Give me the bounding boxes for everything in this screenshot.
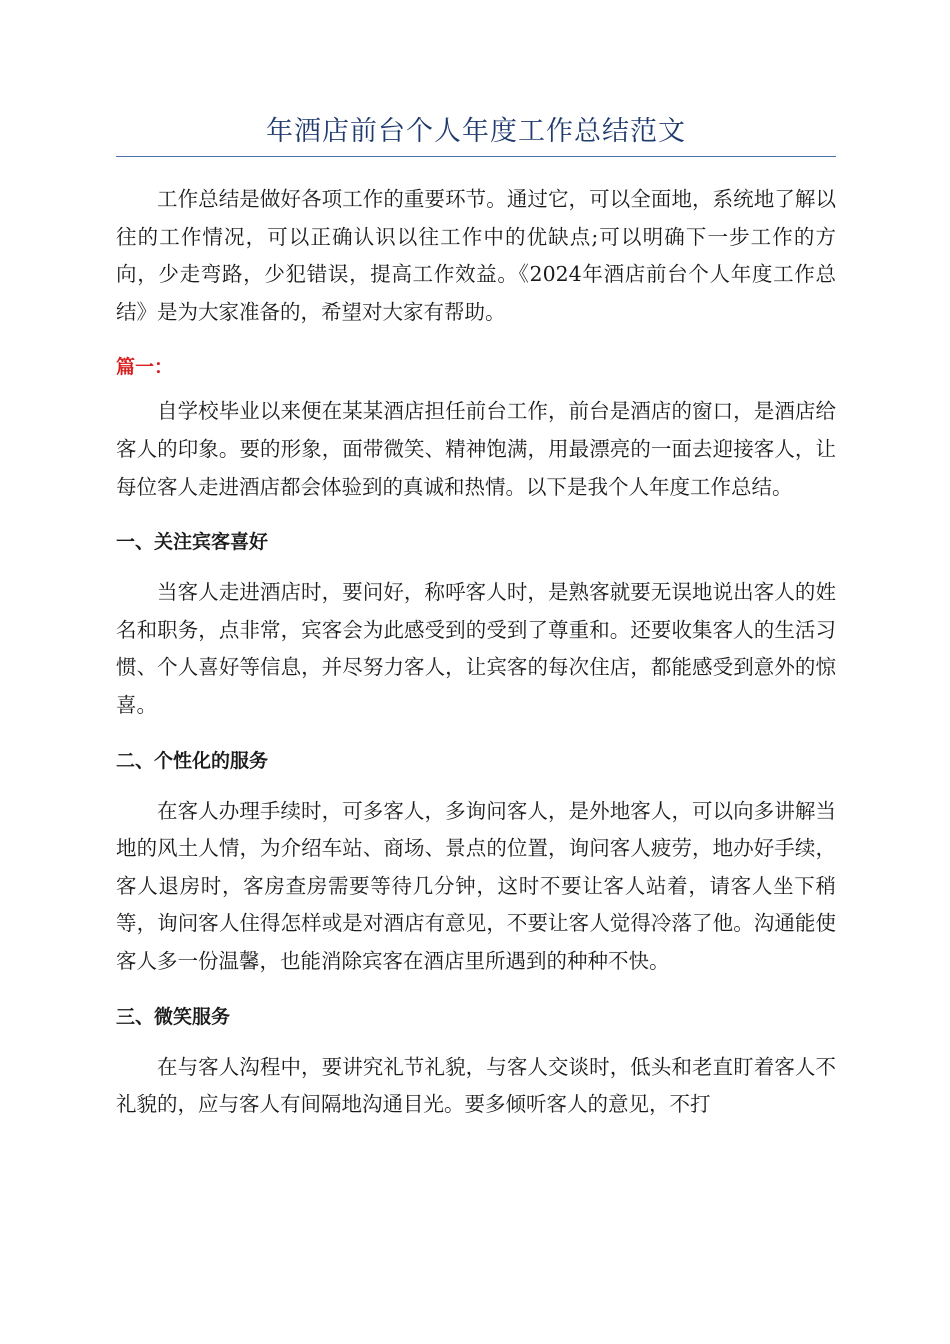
section-paragraph: 当客人走进酒店时，要问好，称呼客人时，是熟客就要无误地说出客人的姓名和职务，点非常，宾客会为此感受到的受到了尊重和。还要收集客人的生活习惯、个人喜好等信息，并尽努力客人，让宾客的每次住店，都能感受到意外的惊喜。 bbox=[116, 580, 836, 717]
section-heading: 二、个性化的服务 bbox=[116, 749, 269, 772]
document-title: 年酒店前台个人年度工作总结范文 bbox=[116, 110, 836, 157]
section-paragraph: 在客人办理手续时，可多客人，多询问客人，是外地客人，可以向多讲解当地的风土人情，为介绍车站、商场、景点的位置，询问客人疲劳，地办好手续，客人退房时，客房查房需要等待几分钟，这时不要让客人站着，请客人坐下稍等，询问客人住得怎样或是对酒店有意见，不要让客人觉得冷落了他。沟通能使客人多一份温馨，也能消除宾客在酒店里所遇到的种种不快。 bbox=[116, 798, 836, 973]
intro-paragraph: 工作总结是做好各项工作的重要环节。通过它，可以全面地，系统地了解以往的工作情况，可以正确认识以往工作中的优缺点;可以明确下一步工作的方向，少走弯路，少犯错误，提高工作效益。《2024年酒店前台个人年度工作总结》是为大家准备的，希望对大家有帮助。 bbox=[116, 187, 836, 324]
section-paragraph: 在与客人沟程中，要讲究礼节礼貌，与客人交谈时，低头和老直盯着客人不礼貌的，应与客人有间隔地沟通目光。要多倾听客人的意见，不打 bbox=[116, 1054, 836, 1117]
document-page bbox=[116, 110, 836, 1124]
part-heading: 篇一： bbox=[116, 356, 174, 379]
part-body-paragraph: 自学校毕业以来便在某某酒店担任前台工作，前台是酒店的窗口，是酒店给客人的印象。要的形象，面带微笑、精神饱满，用最漂亮的一面去迎接客人，让每位客人走进酒店都会体验到的真诚和热情。以下是我个人年度工作总结。 bbox=[116, 399, 836, 499]
section-heading: 一、关注宾客喜好 bbox=[116, 531, 269, 554]
section-heading: 三、微笑服务 bbox=[116, 1005, 231, 1028]
